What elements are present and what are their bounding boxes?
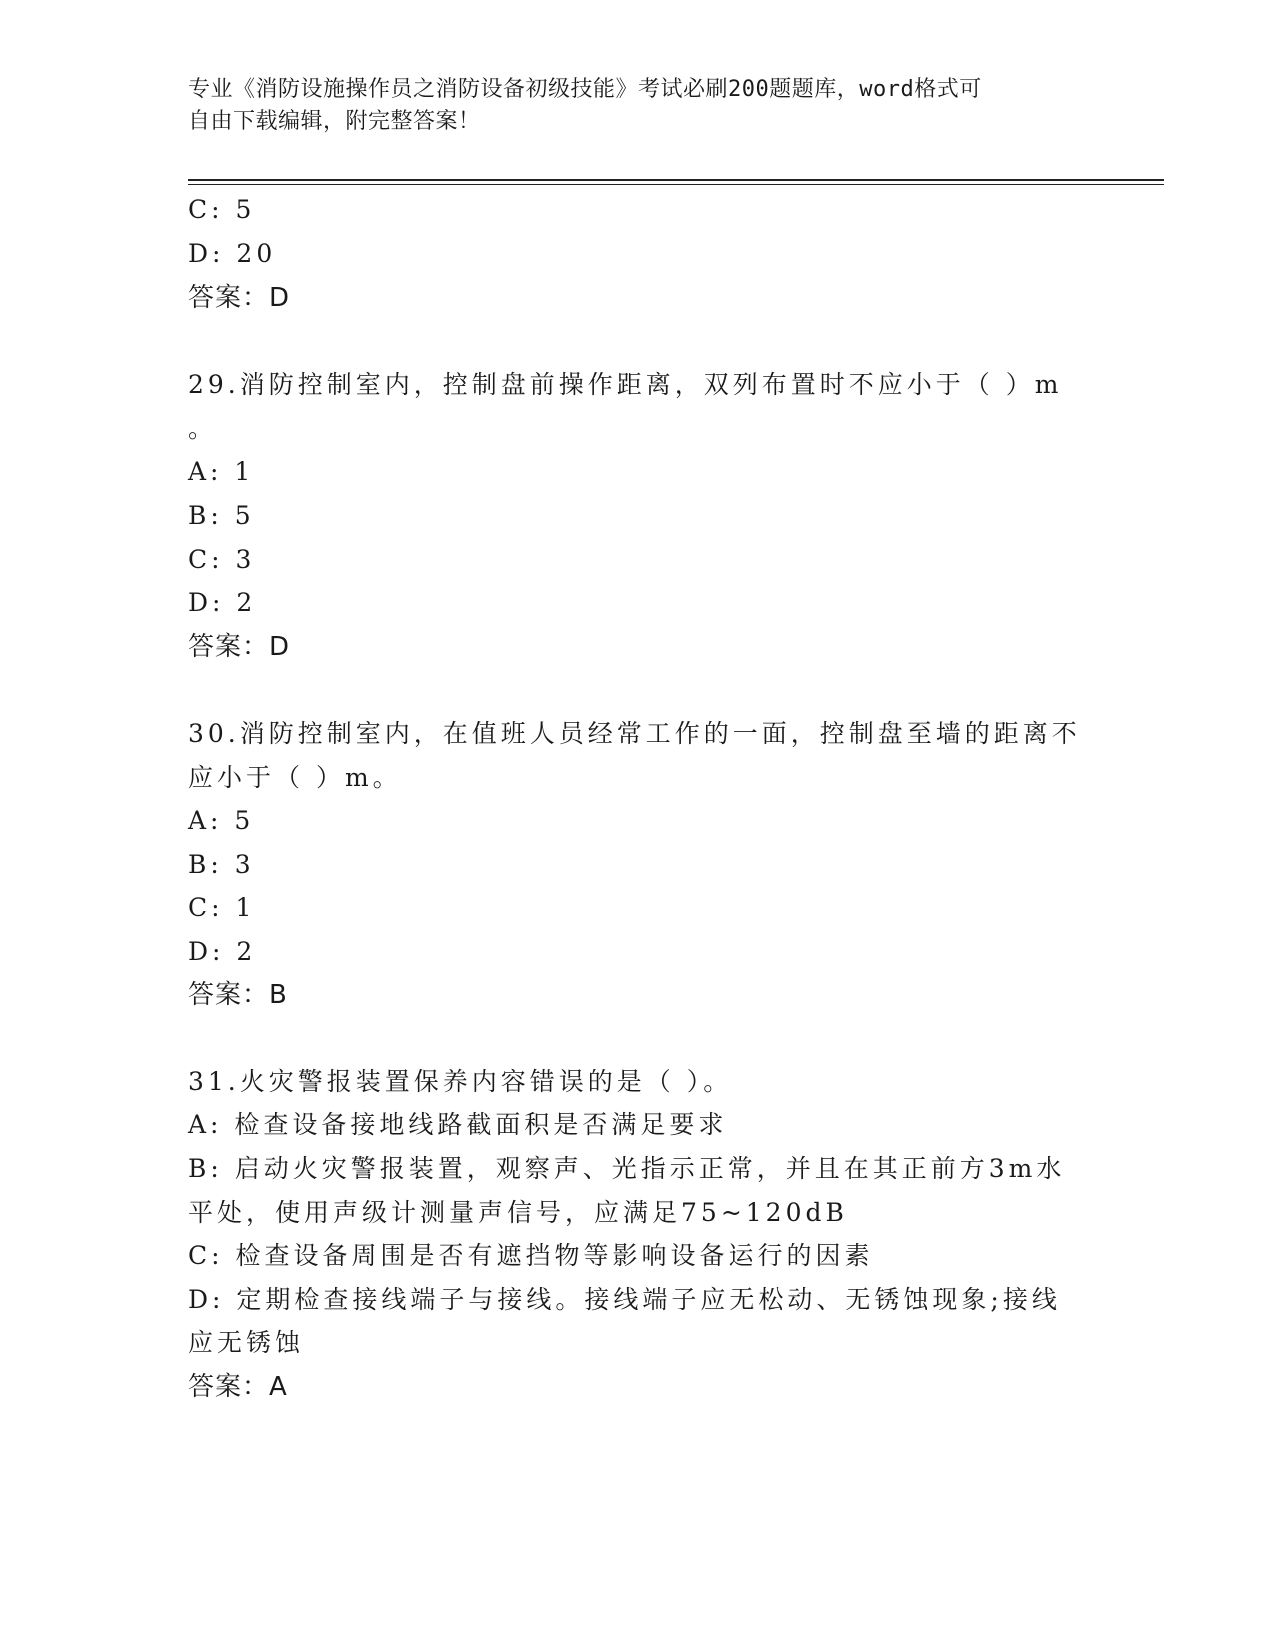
q31-option-d-line-2: 应无锈蚀 [188, 1328, 305, 1357]
q29-answer: 答案：D [188, 632, 291, 662]
q29-option-b: B: 5 [188, 501, 255, 530]
q29-stem-line-2: 。 [188, 414, 218, 443]
q30-answer: 答案：B [188, 980, 288, 1010]
q29-stem-line-1: 29.消防控制室内，控制盘前操作距离，双列布置时不应小于（ ）m [188, 370, 1063, 399]
header-rule-thin [188, 184, 1164, 185]
q31-option-d-line-1: D: 定期检查接线端子与接线。接线端子应无松动、无锈蚀现象;接线 [188, 1285, 1061, 1314]
q29-option-d: D: 2 [188, 588, 257, 617]
q31-option-a: A: 检查设备接地线路截面积是否满足要求 [188, 1110, 728, 1139]
q29-option-c: C: 3 [188, 545, 256, 574]
q30-option-b: B: 3 [188, 850, 255, 879]
q30-option-a: A: 5 [188, 806, 255, 835]
prev-option-d: D: 20 [188, 239, 277, 268]
prev-answer: 答案：D [188, 283, 291, 313]
prev-option-c: C: 5 [188, 195, 256, 224]
q31-option-b-line-1: B: 启动火灾警报装置，观察声、光指示正常，并且在其正前方3m水 [188, 1154, 1066, 1183]
q31-stem: 31.火灾警报装置保养内容错误的是（ ）。 [188, 1067, 733, 1096]
header-line-1: 专业《消防设施操作员之消防设备初级技能》考试必刷200题题库，word格式可 [188, 77, 982, 102]
header-line-2: 自由下载编辑，附完整答案！ [188, 109, 481, 134]
q29-option-a: A: 1 [188, 457, 255, 486]
q31-answer: 答案：A [188, 1372, 288, 1402]
q30-stem-line-2: 应小于（ ）m。 [188, 763, 402, 792]
q30-stem-line-1: 30.消防控制室内，在值班人员经常工作的一面，控制盘至墙的距离不 [188, 719, 1081, 748]
q31-option-b-line-2: 平处，使用声级计测量声信号，应满足75~120dB [188, 1198, 848, 1227]
header-rule-thick [188, 179, 1164, 181]
page-header [188, 74, 1088, 138]
q30-option-d: D: 2 [188, 937, 257, 966]
q31-option-c: C: 检查设备周围是否有遮挡物等影响设备运行的因素 [188, 1241, 874, 1270]
q30-option-c: C: 1 [188, 893, 256, 922]
